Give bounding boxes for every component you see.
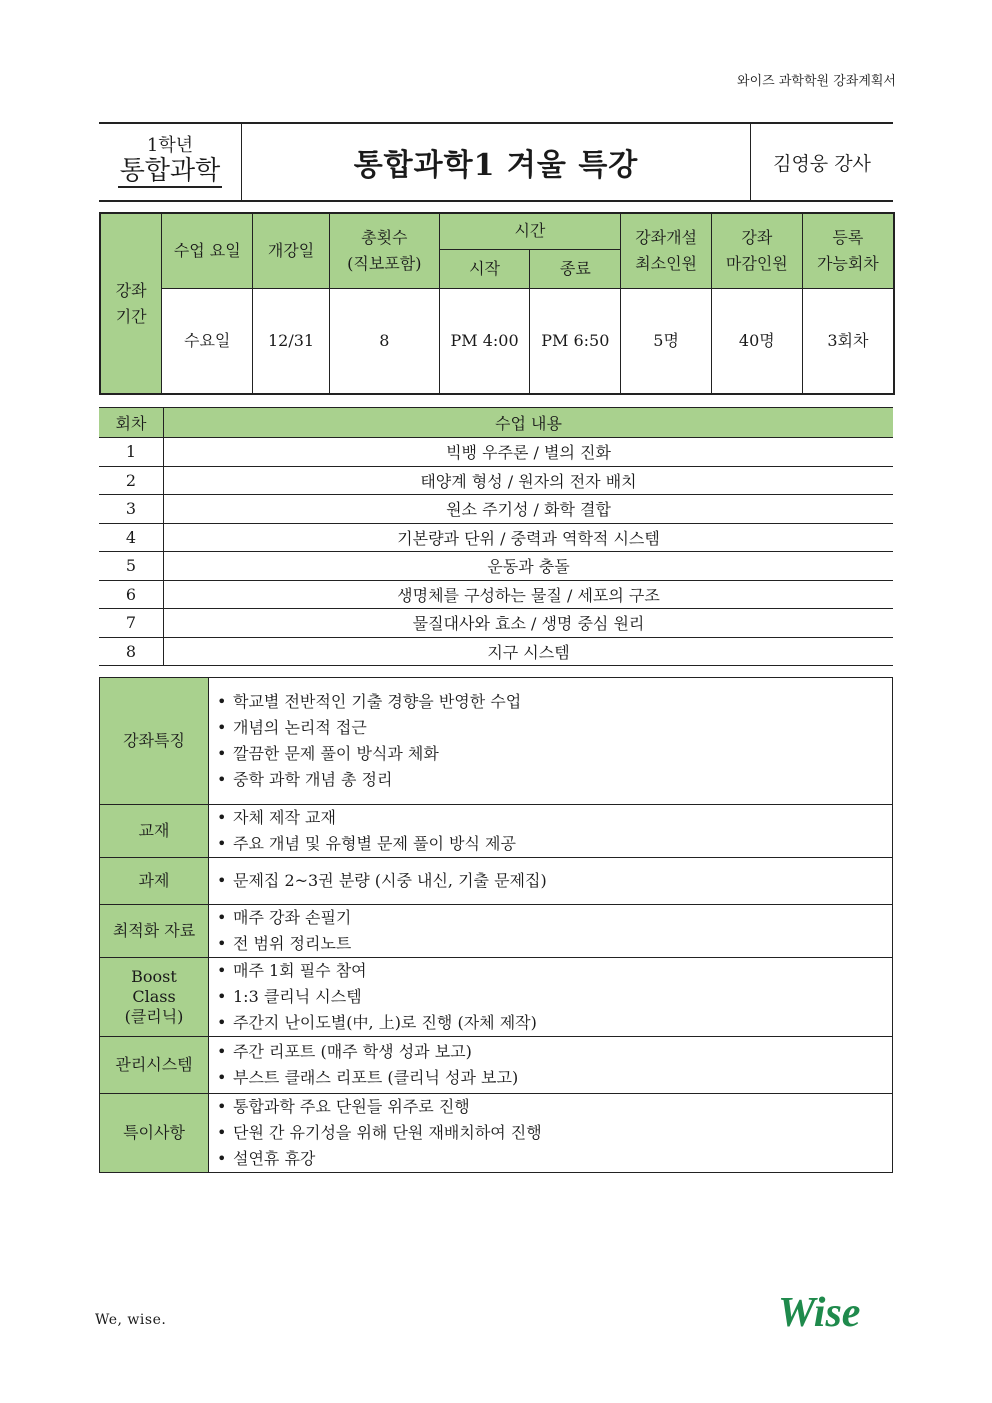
feature-row-textbook [100,805,893,858]
course-title-cell [242,123,751,201]
session-content: 빅뱅 우주론 / 별의 진화 [164,438,894,467]
value-day: 수요일 [162,288,253,394]
list-item: • 주간지 난이도별(中, 上)로 진행 (자체 제작) [217,1010,892,1036]
list-item: • 전 범위 정리노트 [217,931,892,957]
grade-label: 1학년 [146,135,194,156]
list-item: • 단원 간 유기성을 위해 단원 재배치하여 진행 [217,1120,892,1146]
list-item: • 매주 강좌 손필기 [217,905,892,931]
feature-label: 교재 [100,805,209,858]
value-min-students: 5명 [621,288,712,394]
table-row [99,609,893,638]
grade-subject-cell [99,123,242,201]
course-info-table [99,212,895,395]
feature-label: 관리시스템 [100,1037,209,1094]
list-item: • 깔끔한 문제 풀이 방식과 체화 [217,741,892,767]
wise-logo [778,1288,898,1334]
value-time-end: PM 6:50 [530,288,621,394]
header-start-date: 개강일 [253,213,330,288]
feature-row-homework [100,858,893,905]
sessions-header-row [99,408,893,438]
table-row [99,466,893,495]
feature-items [209,905,893,958]
feature-items [209,678,893,805]
list-item: • 학교별 전반적인 기출 경향을 반영한 수업 [217,689,892,715]
session-num: 2 [99,466,164,495]
list-item: • 주요 개념 및 유형별 문제 풀이 방식 제공 [217,831,892,857]
session-content: 원소 주기성 / 화학 결합 [164,495,894,524]
list-item: • 1:3 클리닉 시스템 [217,984,892,1010]
table-row [99,438,893,467]
feature-items [209,1037,893,1094]
list-item: • 자체 제작 교재 [217,805,892,831]
session-num: 3 [99,495,164,524]
list-item: • 문제집 2~3권 분량 (시중 내신, 기출 문제집) [217,868,892,894]
list-item: • 주간 리포트 (매주 학생 성과 보고) [217,1039,892,1065]
table-row [99,495,893,524]
list-item: • 설연휴 휴강 [217,1146,892,1172]
header-total-sessions: 총횟수 (직보포함) [329,213,439,288]
value-total-sessions: 8 [329,288,439,394]
subject-label: 통합과학 [119,156,221,186]
session-content: 기본량과 단위 / 중력과 역학적 시스템 [164,523,894,552]
table-row [99,637,893,666]
document-header-note: 와이즈 과학학원 강좌계획서 [737,74,896,89]
session-content: 지구 시스템 [164,637,894,666]
session-content: 태양계 형성 / 원자의 전자 배치 [164,466,894,495]
feature-label: 최적화 자료 [100,905,209,958]
header-time-end: 종료 [530,249,621,288]
session-num: 8 [99,637,164,666]
list-item: • 중학 과학 개념 총 정리 [217,767,892,793]
feature-row-characteristics [100,678,893,805]
session-content: 운동과 충돌 [164,552,894,581]
value-max-students: 40명 [711,288,802,394]
table-row [99,523,893,552]
feature-label: 과제 [100,858,209,905]
table-row [99,580,893,609]
list-item: • 개념의 논리적 접근 [217,715,892,741]
list-item: • 부스트 클래스 리포트 (클리닉 성과 보고) [217,1065,892,1091]
feature-items [209,805,893,858]
footer-slogan: We, wise. [95,1312,167,1328]
session-num: 1 [99,438,164,467]
period-label: 강좌 기간 [100,213,162,394]
header-time-start: 시작 [439,249,530,288]
sessions-header-content: 수업 내용 [164,408,894,438]
header-enroll-sessions: 등록 가능회차 [802,213,894,288]
header-time: 시간 [439,213,621,249]
session-num: 4 [99,523,164,552]
sessions-table [99,407,893,666]
list-item: • 매주 1회 필수 참여 [217,958,892,984]
session-content: 물질대사와 효소 / 생명 중심 원리 [164,609,894,638]
course-title: 통합과학1 겨울 특강 [353,148,639,183]
header-day: 수업 요일 [162,213,253,288]
title-block [99,122,893,202]
session-num: 7 [99,609,164,638]
value-start-date: 12/31 [253,288,330,394]
feature-items [209,858,893,905]
feature-label: 강좌특징 [100,678,209,805]
list-item: • 통합과학 주요 단원들 위주로 진행 [217,1094,892,1120]
value-enroll-sessions: 3회차 [802,288,894,394]
session-content: 생명체를 구성하는 물질 / 세포의 구조 [164,580,894,609]
session-num: 5 [99,552,164,581]
session-num: 6 [99,580,164,609]
feature-row-management [100,1037,893,1094]
instructor-name: 김영웅 강사 [773,152,871,175]
feature-label: Boost Class (클리닉) [100,958,209,1037]
feature-items [209,1094,893,1173]
logo-wordmark: Wise [778,1290,861,1334]
features-table [99,677,893,1173]
feature-label: 특이사항 [100,1094,209,1173]
instructor-cell [751,123,894,201]
sessions-header-num: 회차 [99,408,164,438]
header-max-students: 강좌 마감인원 [711,213,802,288]
feature-row-notes [100,1094,893,1173]
table-row [99,552,893,581]
header-min-students: 강좌개설 최소인원 [621,213,712,288]
feature-items [209,958,893,1037]
value-time-start: PM 4:00 [439,288,530,394]
feature-row-boost-class [100,958,893,1037]
feature-row-materials [100,905,893,958]
